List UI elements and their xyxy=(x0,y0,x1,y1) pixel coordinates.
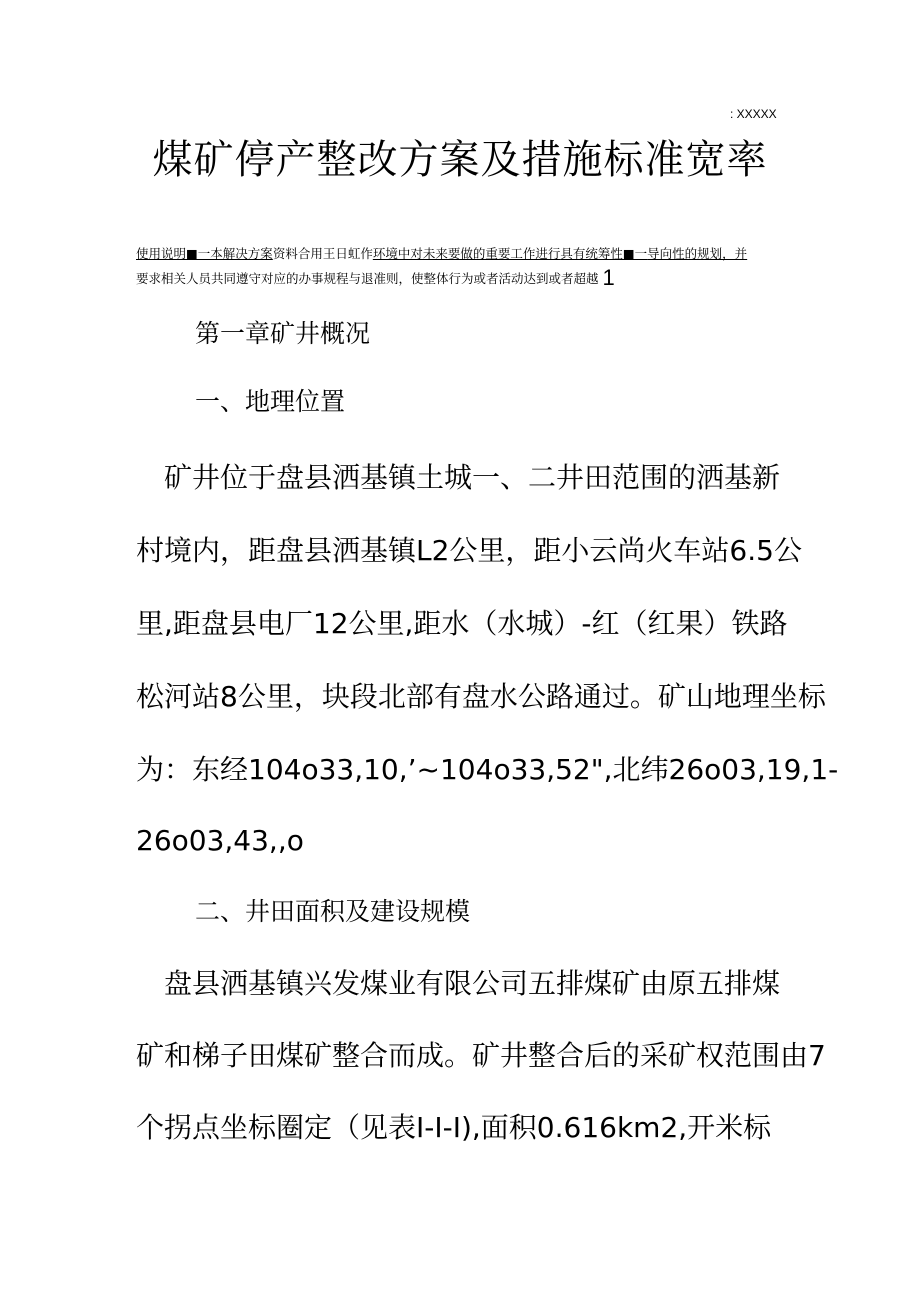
paragraph-area xyxy=(136,964,826,1164)
section-heading-location: 一、地理位置 xyxy=(195,387,346,416)
paragraph-line: 里,距盘县电厂12公里,距水（水城）-红（红果）铁路 xyxy=(136,607,788,640)
paragraph-line: 松河站8公里，块段北部有盘水公路通过。矿山地理坐标 xyxy=(136,680,826,713)
usage-note-segment: 使用说明■一本解决方案 xyxy=(136,246,273,261)
chapter-heading: 第一章矿井概况 xyxy=(195,319,371,348)
usage-note-segment: 资料合用王日虹作 xyxy=(272,246,373,261)
usage-note-segment: 环境中对未来要做的重要工作进行 xyxy=(372,246,561,261)
document-title: 煤矿停产整改方案及措施标准宽率 xyxy=(152,137,768,183)
usage-note-segment: 要求相关人员共同遵守对应的办事规程与退准则，使整体行为或者活动达到或者超越 xyxy=(136,271,599,286)
usage-note-line-1 xyxy=(136,242,786,266)
paragraph-location xyxy=(136,458,839,858)
usage-note-line-2 xyxy=(136,266,786,291)
usage-note-segment: 导向性的规划，并 xyxy=(647,246,748,261)
document-code: : XXXXX xyxy=(730,107,777,121)
usage-note xyxy=(136,242,786,291)
section-heading-area: 二、井田面积及建设规模 xyxy=(195,897,471,926)
usage-note-segment: 具有统筹性■一 xyxy=(560,246,648,261)
paragraph-line: 26o03,43,,o xyxy=(136,824,304,857)
paragraph-line: 盘县洒基镇兴发煤业有限公司五排煤矿由原五排煤 xyxy=(136,967,781,1000)
usage-note-page-marker: 1 xyxy=(602,265,615,290)
paragraph-line: 矿井位于盘县洒基镇土城一、二井田范围的洒基新 xyxy=(136,461,781,494)
paragraph-line: 为：东经104o33,10,’~104o33,52",北纬26o03,19,1- xyxy=(136,753,839,786)
paragraph-line: 个拐点坐标圈定（见表I-I-I),面积0.616km2,开米标 xyxy=(136,1111,772,1144)
paragraph-line: 村境内，距盘县洒基镇L2公里，距小云尚火车站6.5公 xyxy=(136,534,802,567)
paragraph-line: 矿和梯子田煤矿整合而成。矿井整合后的采矿权范围由7 xyxy=(136,1039,826,1072)
